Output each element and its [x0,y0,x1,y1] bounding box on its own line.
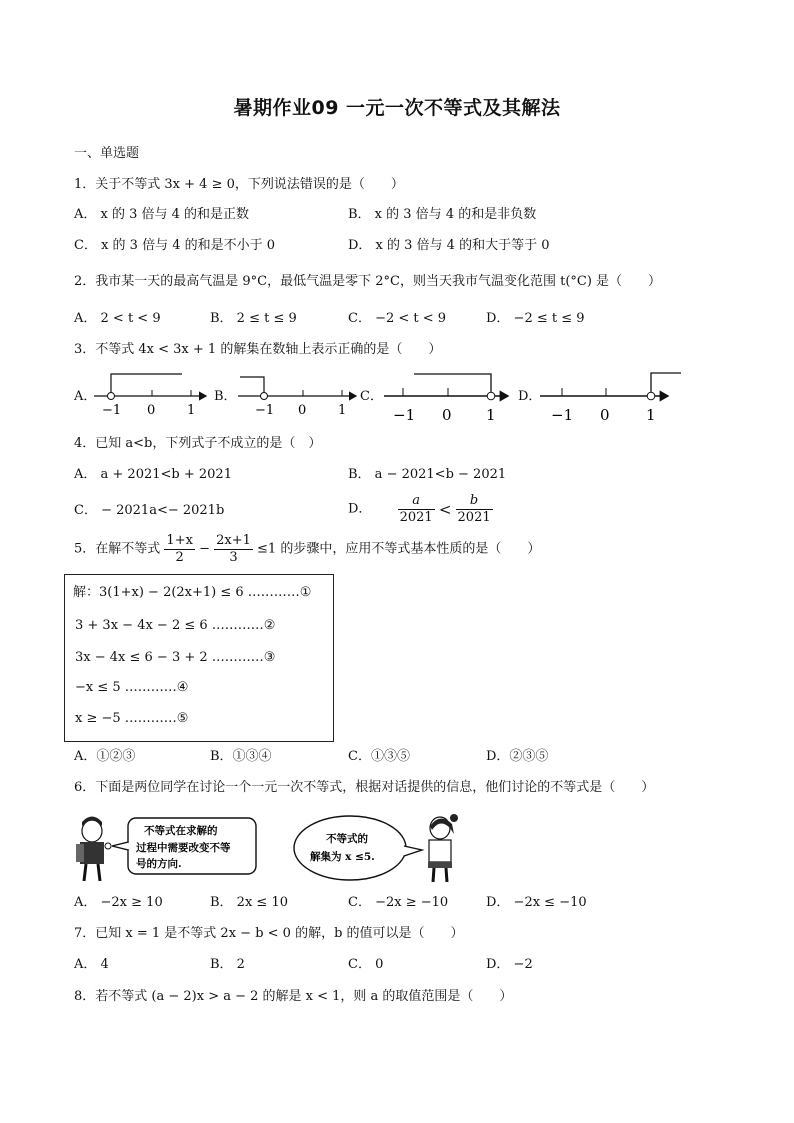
question-2-stem: 2．我市某一天的最高气温是 9°C，最低气温是零下 2°C，则当天我市气温变化范围 t(°C) 是（ ） [74,274,662,289]
question-7-stem: 7．已知 x = 1 是不等式 2x − b < 0 的解，b 的值可以是（ ） [74,926,464,941]
question-4-option-a: A． a + 2021<b + 2021 [74,467,232,482]
question-4-stem: 4．已知 a<b，下列式子不成立的是（ ） [74,436,322,451]
question-2-option-d: D． −2 ≤ t ≤ 9 [486,311,585,326]
question-7-option-b: B． 2 [210,957,245,972]
question-5-option-a: A．①②③ [74,749,136,764]
page-title: 暑期作业09 一元一次不等式及其解法 [233,97,561,119]
number-line-c [384,374,508,424]
question-4-option-d: D． $\frac{a}{2021}$ < $\frac{b}{2021}$ [348,493,491,525]
number-line-b [238,377,356,418]
tick-label: −1 [255,403,275,418]
tick-label: 1 [187,403,196,418]
question-3-option-a-label: A． [74,389,97,404]
question-5-option-b: B．①③④ [210,749,272,764]
question-1-option-b: B． x 的 3 倍与 4 的和是非负数 [348,207,537,222]
svg-text:不等式的: 不等式的 [326,833,368,845]
dialogue-illustration [0,806,794,888]
tick-label: 1 [646,406,656,424]
question-6-option-d: D． −2x ≤ −10 [486,895,587,910]
number-line-d [540,373,681,424]
tick-label: 0 [147,403,156,418]
speech-bubble-2 [294,816,422,880]
solution-step-1: 解：3(1+x) − 2(2x+1) ≤ 6 …………① [73,585,312,600]
solution-step-5: x ≥ −5 …………⑤ [75,711,189,726]
svg-text:过程中需要改变不等: 过程中需要改变不等 [136,842,231,854]
svg-text:不等式在求解的: 不等式在求解的 [144,825,218,837]
question-3-stem: 3．不等式 4x < 3x + 1 的解集在数轴上表示正确的是（ ） [74,342,442,357]
question-3-option-c-label: C． [360,389,383,404]
question-2-option-b: B． 2 ≤ t ≤ 9 [210,311,297,326]
tick-label: 0 [600,406,610,424]
question-7-option-d: D． −2 [486,957,533,972]
question-1-option-c: C． x 的 3 倍与 4 的和是不小于 0 [74,238,276,253]
question-3-option-b-label: B． [214,389,237,404]
question-5-option-d: D．②③⑤ [486,749,549,764]
solution-step-2: 3 + 3x − 4x − 2 ≤ 6 …………② [75,618,276,633]
tick-label: 0 [298,403,307,418]
tick-label: 1 [338,403,347,418]
question-7-option-c: C． 0 [348,957,384,972]
girl-figure [428,814,458,882]
question-6-option-a: A． −2x ≥ 10 [74,895,163,910]
fraction-2: $\frac{2x+1}{3}$ [216,533,251,565]
question-3-option-d-label: D． [518,389,542,404]
tick-label: −1 [393,406,416,424]
question-7-option-a: A． 4 [74,957,109,972]
question-5-stem: 5．在解不等式 $\frac{1+x}{2}$ − $\frac{2x+1}{3}$ ≤1 的步骤中，应用不等式基本性质的是（ ） [74,533,541,565]
section-heading: 一、单选题 [74,146,140,161]
number-line-a [94,374,206,418]
tick-label: 0 [442,406,452,424]
question-8-stem: 8．若不等式 (a − 2)x > a − 2 的解是 x < 1，则 a 的取值范围是（ ） [74,989,513,1004]
speech-bubble-1 [112,818,256,874]
question-6-stem: 6．下面是两位同学在讨论一个一元一次不等式，根据对话提供的信息，他们讨论的不等式是（ ） [74,780,655,795]
question-1-stem: 1．关于不等式 3x + 4 ≥ 0，下列说法错误的是（ ） [74,177,404,192]
svg-text:号的方向.: 号的方向. [136,858,182,870]
tick-label: 1 [486,406,496,424]
tick-label: −1 [102,403,122,418]
question-5-option-c: C．①③⑤ [348,749,410,764]
question-2-option-a: A． 2 < t < 9 [74,311,161,326]
question-6-option-b: B． 2x ≤ 10 [210,895,288,910]
question-6-option-c: C． −2x ≥ −10 [348,895,449,910]
question-1-option-a: A． x 的 3 倍与 4 的和是正数 [74,207,250,222]
fraction-1: $\frac{1+x}{2}$ [166,533,193,565]
fraction-a-over-2021: $\frac{a}{2021}$ [399,493,433,525]
question-2-option-c: C． −2 < t < 9 [348,311,447,326]
question-4-option-b: B． a − 2021<b − 2021 [348,467,507,482]
solution-step-3: 3x − 4x ≤ 6 − 3 + 2 …………③ [75,650,276,665]
boy-figure [76,817,111,882]
tick-label: −1 [551,406,574,424]
fraction-b-over-2021: $\frac{b}{2021}$ [457,493,491,525]
svg-text:解集为 x ≤5.: 解集为 x ≤5. [310,851,375,863]
question-3-number-lines [0,360,794,426]
question-4-option-c: C． − 2021a<− 2021b [74,503,225,518]
question-1-option-d: D． x 的 3 倍与 4 的和大于等于 0 [348,238,550,253]
solution-step-4: −x ≤ 5 …………④ [75,680,189,695]
